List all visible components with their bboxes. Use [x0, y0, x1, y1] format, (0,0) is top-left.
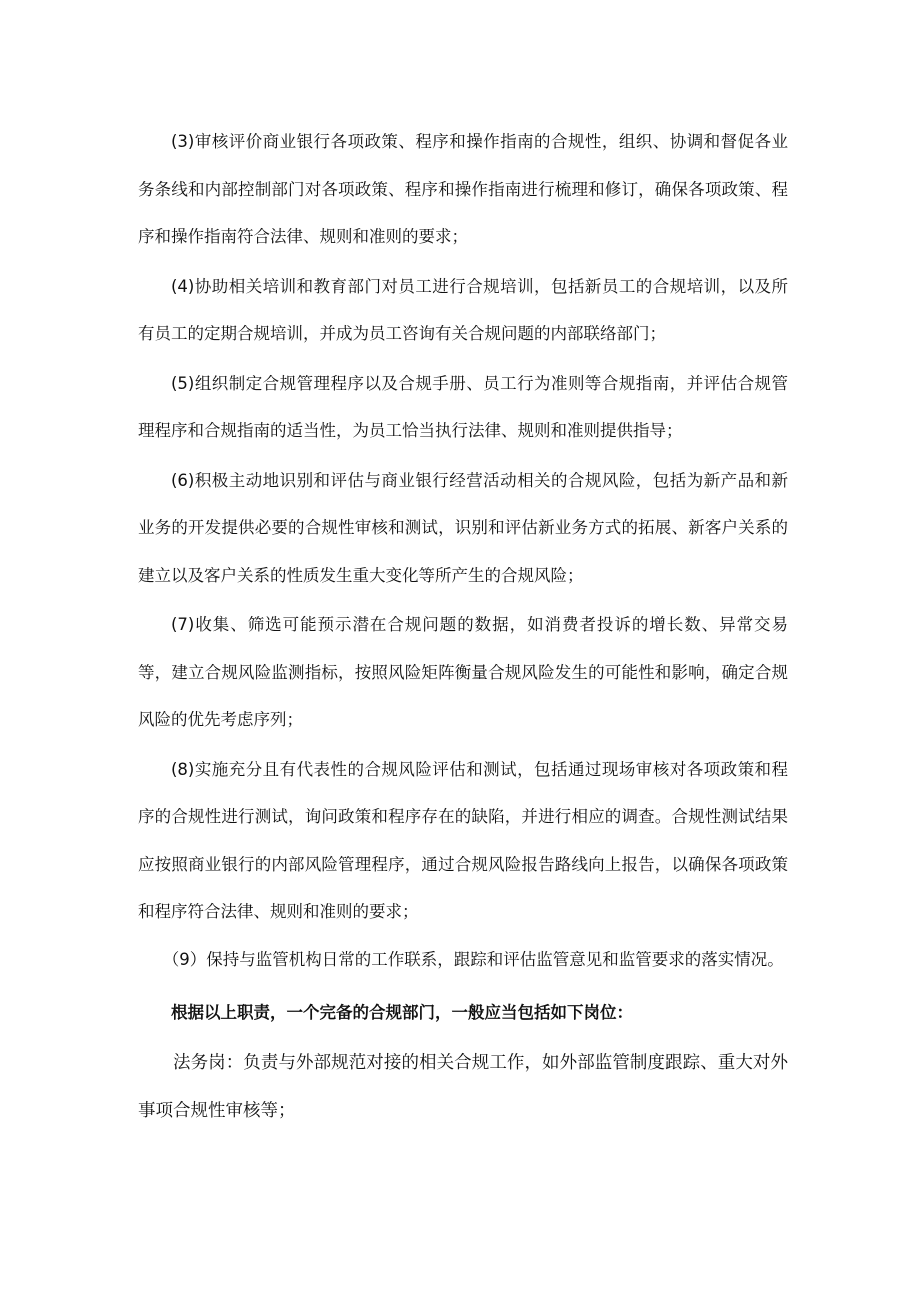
paragraph-item-7: (7)收集、筛选可能预示潜在合规问题的数据，如消费者投诉的增长数、异常交易等，建立合规风险监测指标，按照风险矩阵衡量合规风险发生的可能性和影响，确定合规风险的优先考虑序列； — [138, 615, 788, 729]
legal-position-paragraph: 法务岗：负责与外部规范对接的相关合规工作，如外部监管制度跟踪、重大对外事项合规性审核等； — [138, 1052, 788, 1121]
document-body — [138, 118, 788, 1135]
paragraph-item-5: (5)组织制定合规管理程序以及合规手册、员工行为准则等合规指南，并评估合规管理程序和合规指南的适当性，为员工恰当执行法律、规则和准则提供指导； — [138, 373, 788, 440]
paragraph-item-4: (4)协助相关培训和教育部门对员工进行合规培训，包括新员工的合规培训，以及所有员工的定期合规培训，并成为员工咨询有关合规问题的内部联络部门； — [138, 276, 788, 343]
paragraph-item-3: (3)审核评价商业银行各项政策、程序和操作指南的合规性，组织、协调和督促各业务条线和内部控制部门对各项政策、程序和操作指南进行梳理和修订，确保各项政策、程序和操作指南符合法律、规则和准则的要求； — [138, 132, 788, 246]
paragraph-item-6: (6)积极主动地识别和评估与商业银行经营活动相关的合规风险，包括为新产品和新业务的开发提供必要的合规性审核和测试，识别和评估新业务方式的拓展、新客户关系的建立以及客户关系的性质发生重大变化等所产生的合规风险； — [138, 470, 788, 585]
positions-heading: 根据以上职责，一个完备的合规部门，一般应当包括如下岗位： — [171, 1002, 633, 1022]
paragraph-item-8: (8)实施充分且有代表性的合规风险评估和测试，包括通过现场审核对各项政策和程序的合规性进行测试，询问政策和程序存在的缺陷，并进行相应的调查。合规性测试结果应按照商业银行的内部风险管理程序，通过合规风险报告路线向上报告，以确保各项政策和程序符合法律、规则和准则的要求； — [138, 759, 788, 921]
paragraph-item-9: （9）保持与监管机构日常的工作联系，跟踪和评估监管意见和监管要求的落实情况。 — [162, 949, 784, 969]
